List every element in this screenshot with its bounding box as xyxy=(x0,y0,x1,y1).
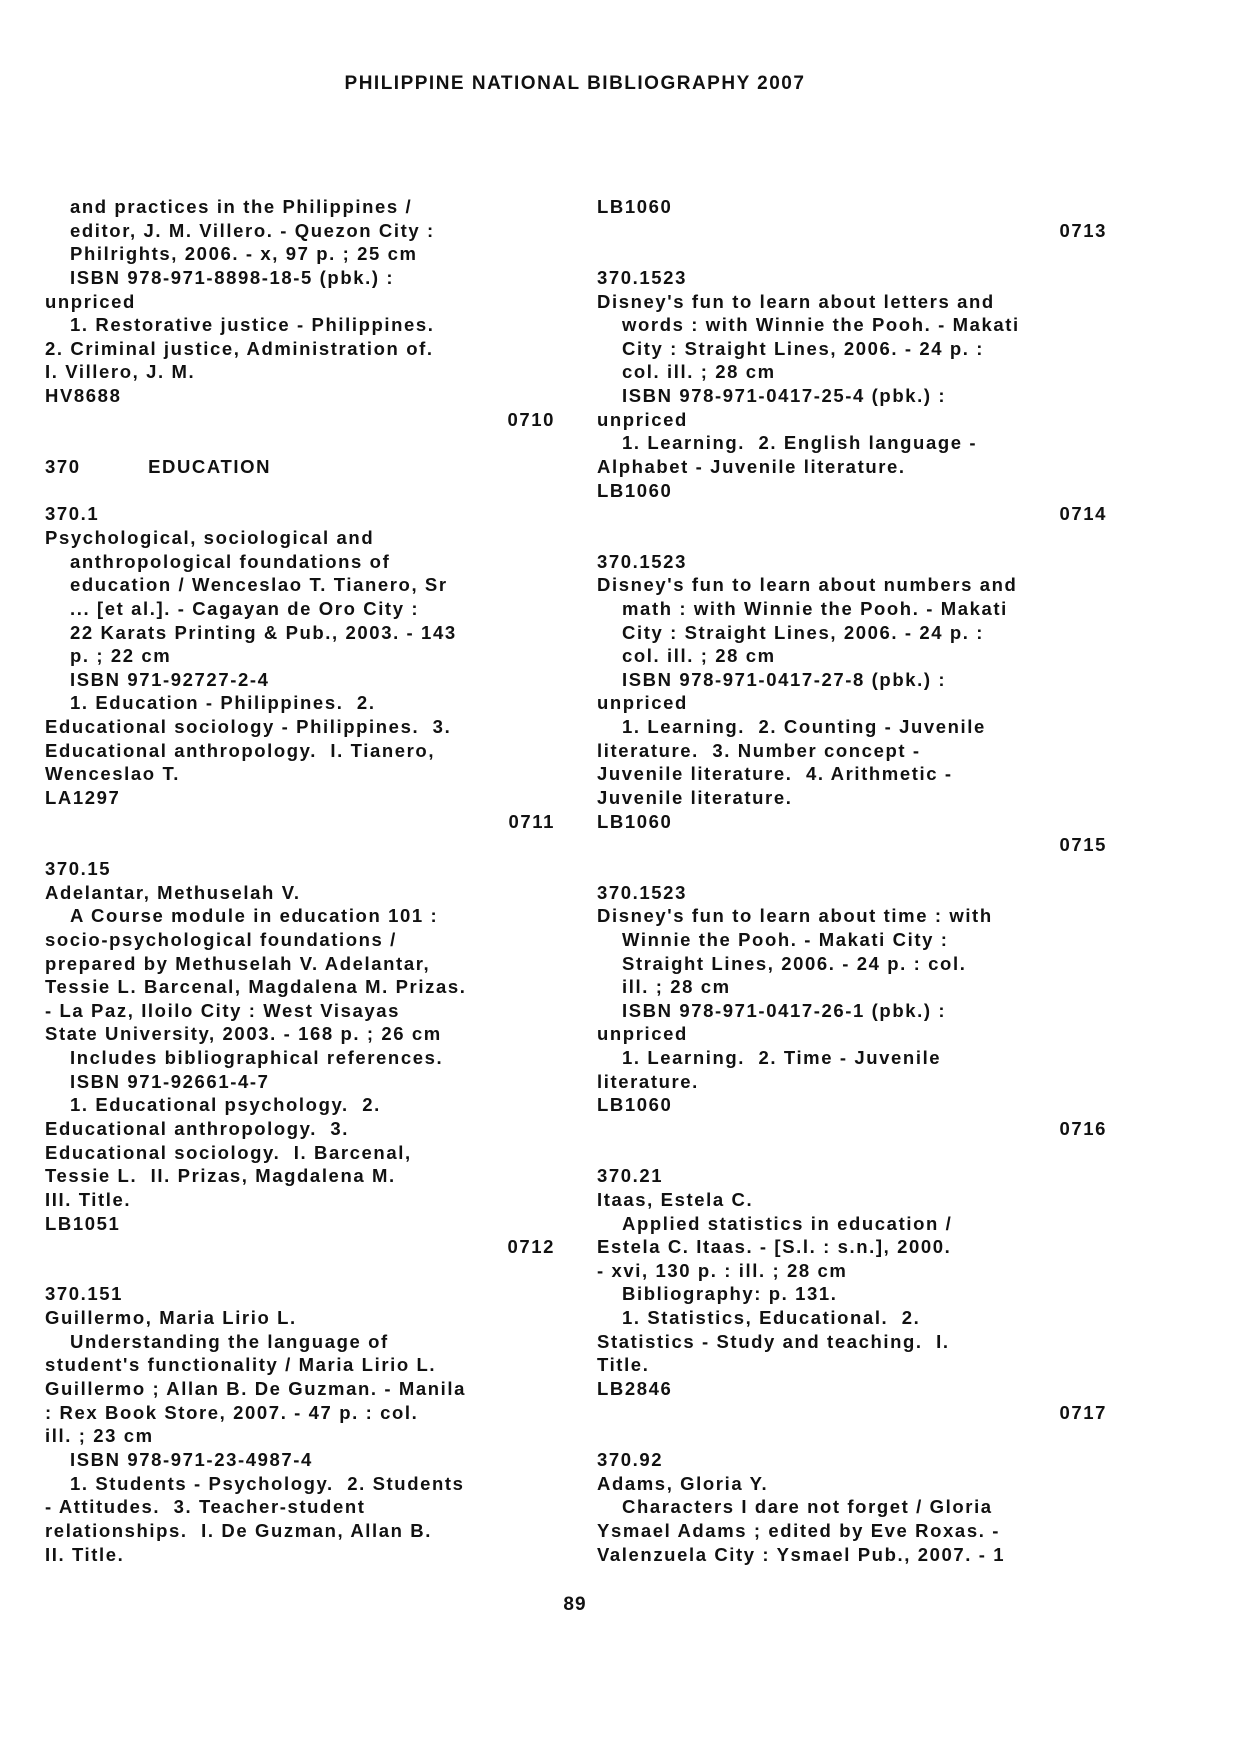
text-line: math : with Winnie the Pooh. - Makati xyxy=(622,597,1008,619)
text-line: unpriced xyxy=(597,408,688,430)
text-line: literature. 3. Number concept - xyxy=(597,739,921,761)
text-line: ISBN 971-92661-4-7 xyxy=(70,1070,270,1092)
text-line: Characters I dare not forget / Gloria xyxy=(622,1496,993,1518)
blank-line xyxy=(597,526,1107,550)
text-line: ... [et al.]. - Cagayan de Oro City : xyxy=(70,597,420,619)
blank-line xyxy=(597,1424,1107,1448)
text-line: Educational sociology. I. Barcenal, xyxy=(45,1141,412,1163)
text-line: Disney's fun to learn about time : with xyxy=(597,905,993,927)
entry-number: 0712 xyxy=(507,1236,555,1258)
text-line: p. ; 22 cm xyxy=(70,645,172,667)
text-line: Valenzuela City : Ysmael Pub., 2007. - 1 xyxy=(597,1543,1006,1565)
text-line: LB1060 xyxy=(597,810,673,832)
page-header: PHILIPPINE NATIONAL BIBLIOGRAPHY 2007 xyxy=(344,73,806,94)
text-line: Applied statistics in education / xyxy=(622,1212,953,1234)
text-line: Juvenile literature. 4. Arithmetic - xyxy=(597,763,953,785)
text-line: ISBN 978-971-0417-27-8 (pbk.) : xyxy=(622,668,947,690)
text-line: LA1297 xyxy=(45,787,121,809)
text-line: Educational anthropology. 3. xyxy=(45,1117,350,1139)
text-line: Disney's fun to learn about letters and xyxy=(597,290,995,312)
text-line: ISBN 978-971-0417-26-1 (pbk.) : xyxy=(622,999,947,1021)
text-line: and practices in the Philippines / xyxy=(70,196,413,217)
text-line: ill. ; 28 cm xyxy=(622,976,731,998)
text-line: Alphabet - Juvenile literature. xyxy=(597,456,906,478)
text-line: 370.151 xyxy=(45,1283,124,1305)
text-line: 370.1 xyxy=(45,503,100,525)
entry-number: 0711 xyxy=(508,810,555,832)
text-line: LB1060 xyxy=(597,196,673,217)
entry-number: 0717 xyxy=(1059,1401,1107,1423)
entry-number: 0710 xyxy=(507,408,555,430)
text-line: - Attitudes. 3. Teacher-student xyxy=(45,1496,366,1518)
text-line: II. Title. xyxy=(45,1543,125,1565)
text-line: Winnie the Pooh. - Makati City : xyxy=(622,928,949,950)
text-line: Estela C. Itaas. - [S.l. : s.n.], 2000. xyxy=(597,1236,952,1258)
text-line: ISBN 978-971-23-4987-4 xyxy=(70,1448,313,1470)
text-line: Guillermo ; Allan B. De Guzman. - Manila xyxy=(45,1378,467,1400)
text-line: ill. ; 23 cm xyxy=(45,1425,154,1447)
text-line: Itaas, Estela C. xyxy=(597,1188,754,1210)
text-line: LB1060 xyxy=(597,1094,673,1116)
text-line: ISBN 978-971-8898-18-5 (pbk.) : xyxy=(70,266,395,288)
text-line: 370.1523 xyxy=(597,266,687,288)
text-line: Ysmael Adams ; edited by Eve Roxas. - xyxy=(597,1519,1000,1541)
text-line: 1. Learning. 2. Time - Juvenile xyxy=(622,1047,942,1069)
blank-line xyxy=(597,242,1107,266)
blank-line xyxy=(597,1141,1107,1165)
text-line: A Course module in education 101 : xyxy=(70,905,439,927)
text-line: student's functionality / Maria Lirio L. xyxy=(45,1354,437,1376)
text-line: socio-psychological foundations / xyxy=(45,928,397,950)
text-line: - xvi, 130 p. : ill. ; 28 cm xyxy=(597,1259,848,1281)
text-line: III. Title. xyxy=(45,1188,132,1210)
text-line: Straight Lines, 2006. - 24 p. : col. xyxy=(622,952,967,974)
text-line: - La Paz, Iloilo City : West Visayas xyxy=(45,999,401,1021)
text-line: 1. Educational psychology. 2. xyxy=(70,1094,381,1116)
text-line: ISBN 971-92727-2-4 xyxy=(70,668,270,690)
page-number: 89 xyxy=(563,1594,587,1615)
text-line: 370.1523 xyxy=(597,881,687,903)
text-line: unpriced xyxy=(597,692,688,714)
text-line: 370.1523 xyxy=(597,550,687,572)
text-line: Educational anthropology. I. Tianero, xyxy=(45,739,436,761)
text-line: Tessie L. II. Prizas, Magdalena M. xyxy=(45,1165,396,1187)
text-line: LB1060 xyxy=(597,479,673,501)
text-line: 1. Learning. 2. Counting - Juvenile xyxy=(622,716,986,738)
text-line: Psychological, sociological and xyxy=(45,526,375,548)
text-line: 1. Education - Philippines. 2. xyxy=(70,692,376,714)
text-line: Includes bibliographical references. xyxy=(70,1047,444,1069)
text-line: prepared by Methuselah V. Adelantar, xyxy=(45,952,431,974)
text-line: col. ill. ; 28 cm xyxy=(622,361,776,383)
text-line: relationships. I. De Guzman, Allan B. xyxy=(45,1519,433,1541)
entry-number: 0714 xyxy=(1059,503,1107,525)
entry-number: 0713 xyxy=(1059,219,1107,241)
text-line: Title. xyxy=(597,1354,650,1376)
blank-line xyxy=(45,1259,555,1283)
text-line: anthropological foundations of xyxy=(70,550,391,572)
text-line: Guillermo, Maria Lirio L. xyxy=(45,1307,297,1329)
text-line: Educational sociology - Philippines. 3. xyxy=(45,716,452,738)
entry-number: 0715 xyxy=(1059,834,1107,856)
text-line: 22 Karats Printing & Pub., 2003. - 143 xyxy=(70,621,457,643)
blank-line xyxy=(597,857,1107,881)
text-line: LB1051 xyxy=(45,1212,121,1234)
text-line: editor, J. M. Villero. - Quezon City : xyxy=(70,219,435,241)
text-line: Adelantar, Methuselah V. xyxy=(45,881,301,903)
text-line: unpriced xyxy=(597,1023,688,1045)
blank-line xyxy=(45,431,555,455)
text-line: 1. Statistics, Educational. 2. xyxy=(622,1307,921,1329)
text-line: 1. Restorative justice - Philippines. xyxy=(70,314,435,336)
text-line: unpriced xyxy=(45,290,136,312)
blank-line xyxy=(45,833,555,857)
text-line: 2. Criminal justice, Administration of. xyxy=(45,337,434,359)
text-line: Adams, Gloria Y. xyxy=(597,1472,769,1494)
text-line: Wenceslao T. xyxy=(45,763,181,785)
right-column xyxy=(597,195,1107,1566)
text-line: Understanding the language of xyxy=(70,1330,389,1352)
text-line: City : Straight Lines, 2006. - 24 p. : xyxy=(622,337,985,359)
text-line: LB2846 xyxy=(597,1378,673,1400)
text-line: col. ill. ; 28 cm xyxy=(622,645,776,667)
text-line: literature. xyxy=(597,1070,699,1092)
text-line: HV8688 xyxy=(45,385,122,407)
text-line: education / Wenceslao T. Tianero, Sr xyxy=(70,574,448,596)
text-line: 370 EDUCATION xyxy=(45,456,272,478)
left-column xyxy=(45,195,555,1566)
text-line: words : with Winnie the Pooh. - Makati xyxy=(622,314,1020,336)
blank-line xyxy=(45,479,555,503)
text-line: Statistics - Study and teaching. I. xyxy=(597,1330,950,1352)
text-line: Juvenile literature. xyxy=(597,787,793,809)
text-line: Bibliography: p. 131. xyxy=(622,1283,838,1305)
text-line: I. Villero, J. M. xyxy=(45,361,196,383)
text-line: 1. Students - Psychology. 2. Students xyxy=(70,1472,465,1494)
text-line: 370.15 xyxy=(45,857,112,879)
text-line: City : Straight Lines, 2006. - 24 p. : xyxy=(622,621,985,643)
entry-number: 0716 xyxy=(1059,1117,1107,1139)
text-line: : Rex Book Store, 2007. - 47 p. : col. xyxy=(45,1401,419,1423)
text-line: Disney's fun to learn about numbers and xyxy=(597,574,1018,596)
text-line: 1. Learning. 2. English language - xyxy=(622,432,978,454)
text-line: 370.21 xyxy=(597,1165,664,1187)
text-line: ISBN 978-971-0417-25-4 (pbk.) : xyxy=(622,385,947,407)
text-line: State University, 2003. - 168 p. ; 26 cm xyxy=(45,1023,442,1045)
text-line: Tessie L. Barcenal, Magdalena M. Prizas. xyxy=(45,976,467,998)
text-line: 370.92 xyxy=(597,1448,664,1470)
text-line: Philrights, 2006. - x, 97 p. ; 25 cm xyxy=(70,243,418,265)
